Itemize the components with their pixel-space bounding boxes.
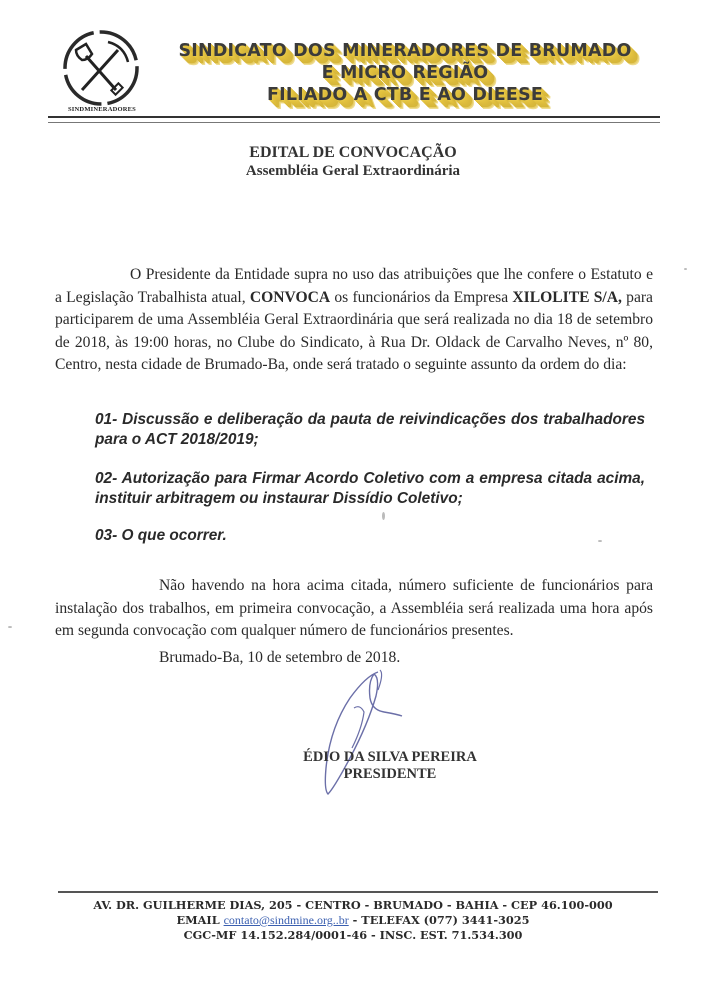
email-label: EMAIL (176, 913, 220, 927)
header-divider (48, 116, 660, 123)
place-date: Brumado-Ba, 10 de setembro de 2018. (159, 649, 401, 666)
document-subtitle: Assembléia Geral Extraordinária (245, 163, 461, 179)
paragraph-text: O Presidente da Entidade supra no uso das atribuições que lhe confere o Estatuto e a Legislação Trabalhista atual, (55, 266, 653, 306)
logo-caption: SINDMINERADORES (67, 106, 136, 113)
union-affiliation: FILIADO A CTB E AO DIEESE (266, 85, 544, 105)
signer-role: PRESIDENTE (343, 766, 437, 782)
footer (0, 898, 706, 943)
union-header (150, 40, 660, 106)
agenda-item: 01- Discussão e deliberação da pauta de reivindicações dos trabalhadores para o ACT 2018/2019; (95, 411, 645, 448)
pickaxe-shovel-logo-icon (58, 28, 144, 116)
signer-name: ÉDIO DA SILVA PEREIRA (303, 749, 477, 765)
scan-speck (382, 512, 385, 520)
quorum-paragraph: Não havendo na hora acima citada, número suficiente de funcionários para instalação dos trabalhos, em primeira convocação, a Assembléia será realizada uma hora após em segunda convocação com qualquer número de funcionários presentes. (55, 577, 653, 639)
convocation-paragraph (55, 264, 653, 377)
union-name: SINDICATO DOS MINERADORES DE BRUMADO (178, 41, 632, 61)
agenda-item: 03- O que ocorrer. (95, 527, 227, 544)
paragraph-text: os funcionários da Empresa (330, 288, 513, 306)
document-title: EDITAL DE CONVOCAÇÃO (249, 144, 457, 161)
footer-divider (58, 891, 658, 895)
scan-speck (598, 540, 602, 542)
paragraph-text: para participarem de uma Assembléia Geral Extraordinária que será realizada no dia 18 de setembro de 2018, às 19:00 horas, no Clube do Sindicato, à Rua Dr. Oldack de Carvalho Neves, nº 80, Centro, nesta cidade de Brumado-Ba, onde será tratado o seguinte assunto da ordem do dia: (55, 288, 653, 373)
company-name: XILOLITE S/A, (512, 288, 622, 306)
footer-registration: CGC-MF 14.152.284/0001-46 - INSC. EST. 71.534.300 (183, 928, 523, 942)
scan-speck (684, 268, 687, 270)
footer-contact (0, 913, 706, 928)
union-region: E MICRO REGIÃO (321, 63, 489, 83)
scan-speck (8, 626, 12, 628)
convoca-bold: CONVOCA (249, 288, 331, 306)
email-link[interactable]: contato@sindmine.org..br (223, 913, 349, 927)
agenda-item: 02- Autorização para Firmar Acordo Coletivo com a empresa citada acima, instituir arbitragem ou instaurar Dissídio Coletivo; (95, 470, 645, 507)
footer-address: AV. DR. GUILHERME DIAS, 205 - CENTRO - BRUMADO - BAHIA - CEP 46.100-000 (93, 898, 613, 912)
footer-phone: - TELEFAX (077) 3441-3025 (348, 913, 530, 927)
